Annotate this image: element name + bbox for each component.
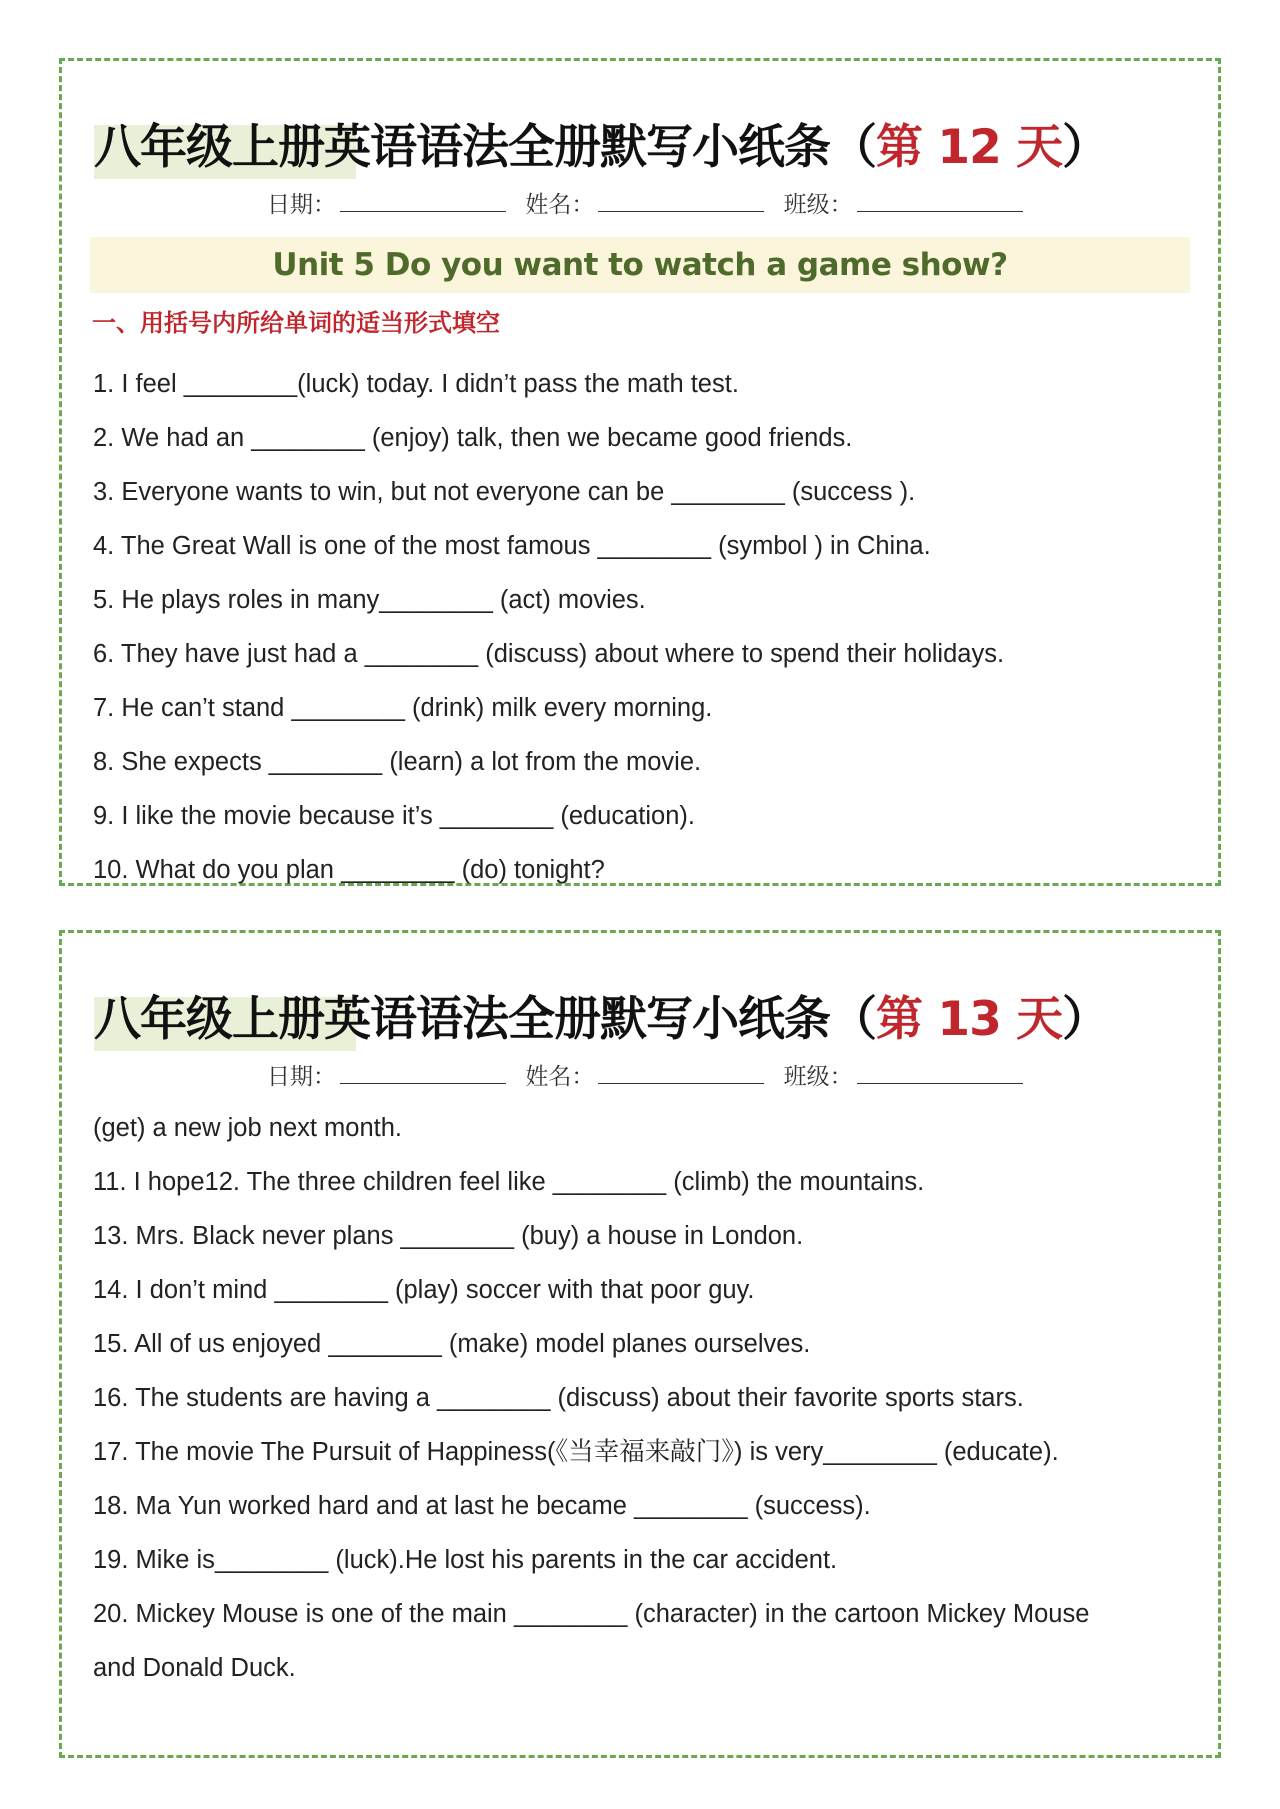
exercise-item: (get) a new job next month. (93, 1114, 403, 1142)
exercise-item: and Donald Duck. (93, 1654, 296, 1682)
date-field (267, 189, 506, 221)
worksheet-card-day-13 (59, 930, 1221, 1758)
name-field (525, 189, 764, 221)
class-blank (857, 1061, 1023, 1084)
exercise-item: 19. Mike is________ (luck).He lost his parents in the car accident. (93, 1546, 838, 1574)
worksheet-title (94, 115, 1108, 181)
title-day: 第 13 天 (876, 992, 1063, 1047)
class-label: 班级： (783, 192, 853, 218)
name-blank (598, 189, 764, 212)
exercise-item: 18. Ma Yun worked hard and at last he became ________ (success). (93, 1492, 871, 1520)
exercise-item: 20. Mickey Mouse is one of the main ________ (character) in the cartoon Mickey Mouse (93, 1600, 1090, 1628)
exercise-item: 5. He plays roles in many________ (act) movies. (93, 586, 646, 614)
exercise-list (93, 357, 1004, 897)
title-main: 八年级上册英语语法全册默写小纸条（ (94, 992, 876, 1047)
exercise-item: 11. I hope12. The three children feel like ________ (climb) the mountains. (93, 1168, 925, 1196)
worksheet-title (94, 987, 1108, 1053)
exercise-item: 15. All of us enjoyed ________ (make) model planes ourselves. (93, 1330, 811, 1358)
title-main: 八年级上册英语语法全册默写小纸条（ (94, 120, 876, 175)
exercise-item: 14. I don’t mind ________ (play) soccer with that poor guy. (93, 1276, 755, 1304)
class-field (784, 189, 1023, 221)
class-blank (857, 189, 1023, 212)
name-label: 姓名： (525, 192, 595, 218)
title-close: ） (1062, 120, 1109, 175)
title-close: ） (1062, 992, 1109, 1047)
date-label: 日期： (267, 1064, 336, 1090)
date-label: 日期： (267, 192, 336, 218)
date-blank (340, 1061, 506, 1084)
exercise-item: 6. They have just had a ________ (discuss) about where to spend their holidays. (93, 640, 1005, 668)
name-label: 姓名： (525, 1064, 595, 1090)
exercise-item: 1. I feel ________(luck) today. I didn’t pass the math test. (93, 370, 739, 398)
exercise-item: 3. Everyone wants to win, but not everyone can be ________ (success ). (93, 478, 916, 506)
date-blank (340, 189, 506, 212)
title-day: 第 12 天 (876, 120, 1063, 175)
section-heading: 一、用括号内所给单词的适当形式填空 (92, 309, 500, 337)
info-row (267, 189, 1035, 221)
exercise-item: 10. What do you plan ________ (do) tonight? (93, 856, 605, 884)
unit-title: Unit 5 Do you want to watch a game show? (90, 237, 1190, 293)
name-field (525, 1061, 764, 1093)
date-field (267, 1061, 506, 1093)
worksheet-card-day-12 (59, 58, 1221, 886)
class-label: 班级： (783, 1064, 853, 1090)
exercise-list (93, 1101, 1089, 1695)
exercise-item: 13. Mrs. Black never plans ________ (buy) a house in London. (93, 1222, 804, 1250)
exercise-item: 9. I like the movie because it’s ________ (education). (93, 802, 695, 830)
exercise-item: 17. The movie The Pursuit of Happiness(《当幸福来敲门》) is very________ (educate). (93, 1438, 1059, 1466)
exercise-item: 16. The students are having a ________ (discuss) about their favorite sports stars. (93, 1384, 1024, 1412)
info-row (267, 1061, 1035, 1093)
exercise-item: 4. The Great Wall is one of the most famous ________ (symbol ) in China. (93, 532, 931, 560)
exercise-item: 2. We had an ________ (enjoy) talk, then we became good friends. (93, 424, 853, 452)
class-field (784, 1061, 1023, 1093)
exercise-item: 7. He can’t stand ________ (drink) milk every morning. (93, 694, 713, 722)
name-blank (598, 1061, 764, 1084)
exercise-item: 8. She expects ________ (learn) a lot from the movie. (93, 748, 702, 776)
